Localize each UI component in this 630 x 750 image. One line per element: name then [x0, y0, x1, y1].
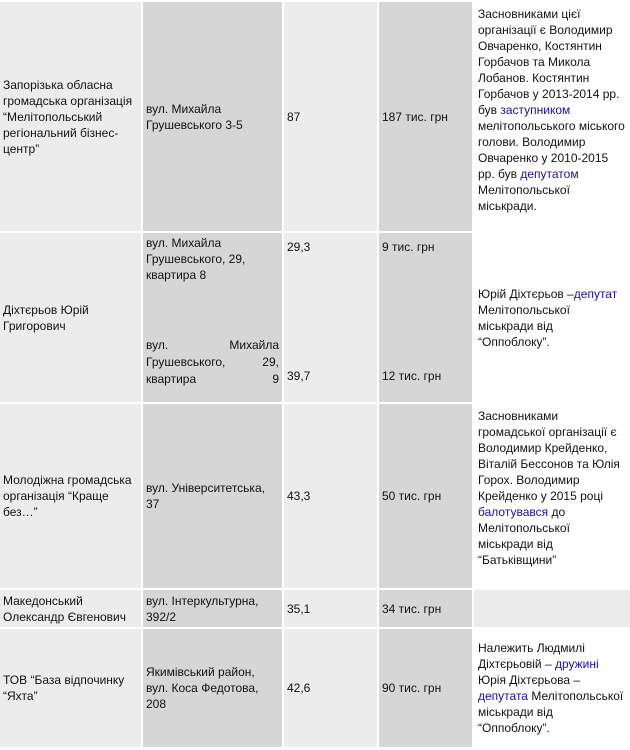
owner-name: Запорізька обласна громадська організація “Мелітопольський регіональний бізнес-центр” [3, 77, 133, 156]
note-part: до Мелітопольської міськради від “Батьківщини” [478, 505, 570, 567]
note-part: Мелітопольської міськради. [478, 183, 570, 213]
owner-name: ТОВ “База відпочинку “Яхта” [3, 673, 125, 703]
area-cell [284, 233, 377, 402]
owner-cell [0, 629, 141, 747]
address-cell [143, 2, 282, 231]
area-cell [284, 404, 377, 588]
note-part: Засновниками громадської організації є Володимир Крейденко, Віталій Бессонов та Юлія Горох. Володимир Крейденко у 2015 році [478, 409, 620, 503]
deputy-mayor-link[interactable]: заступником [500, 103, 571, 117]
rent-cell [379, 233, 472, 402]
deputy-link[interactable]: депутатом [520, 167, 579, 181]
rent-value: 34 тис. грн [382, 601, 442, 616]
owner-name: Македонський Олександр Євгенович [3, 593, 126, 624]
owner-cell [0, 404, 141, 588]
note-part: Юрія Діхтєрьова – [478, 673, 581, 687]
deputy-link[interactable]: депутата [478, 689, 528, 703]
wife-link[interactable]: дружині [554, 657, 599, 671]
address-text: вул. Інтеркультурна, 392/2 [146, 593, 259, 624]
address-text: вул. Михайла Грушевського, 29, квартира 9 [146, 338, 279, 386]
rent-value: 50 тис. грн [382, 489, 442, 503]
owner-cell [0, 2, 141, 231]
owner-name: Молодіжна громадська організація “Краще без…” [3, 473, 132, 519]
address-cell [143, 629, 282, 747]
note-text [478, 286, 627, 350]
note-part: Належить Людмилі Діхтєрьовій – [478, 641, 585, 671]
area-value: 42,6 [287, 681, 311, 695]
note-cell [474, 629, 630, 747]
deputy-link[interactable]: депутат [573, 286, 618, 301]
address-cell [143, 404, 282, 588]
note-text [478, 6, 627, 214]
owner-cell [0, 590, 141, 627]
area-value: 35,1 [287, 601, 311, 616]
note-part: Мелітопольської міськради від “Оппоблоку”. [478, 302, 570, 349]
note-part: Засновниками цієї організації є Володимир Овчаренко, Костянтин Горбачов та Микола Лобанов. Костянтин Горбачов у 2013-2014 рр. був [478, 7, 620, 117]
area-cell [284, 2, 377, 231]
area-value: 87 [287, 109, 301, 124]
area-cell [284, 590, 377, 627]
rent-cell [379, 2, 472, 231]
rent-value: 187 тис. грн [382, 109, 448, 124]
note-text [478, 408, 627, 568]
note-text [478, 640, 627, 736]
area-value: 39,7 [287, 369, 311, 383]
note-part: Мелітопольської міськради від “Оппоблоку”. [478, 689, 624, 735]
note-cell-empty [474, 590, 630, 627]
owner-cell [0, 233, 141, 402]
address-text: вул. Університетська, 37 [146, 481, 265, 511]
rent-value: 9 тис. грн [382, 240, 435, 254]
note-cell [474, 233, 630, 402]
address-text: вул. Михайла Грушевського 3-5 [146, 101, 243, 132]
rent-value: 12 тис. грн [382, 369, 442, 383]
address-cell [143, 233, 282, 402]
note-part: Юрій Діхтєрьов – [478, 286, 574, 301]
note-cell [474, 2, 630, 231]
address-text: вул. Михайла Грушевського, 29, квартира 8 [146, 236, 246, 282]
rent-cell [379, 590, 472, 627]
address-text: Якимівський район, вул. Коса Федотова, 208 [146, 665, 259, 711]
note-part: мелітопольського міського голови. Володимир Овчаренко у 2010-2015 рр. був [478, 119, 625, 181]
note-cell [474, 404, 630, 588]
owner-name: Діхтєрьов Юрій Григорович [3, 302, 89, 333]
area-value: 43,3 [287, 489, 311, 503]
rent-cell [379, 629, 472, 747]
address-cell [143, 590, 282, 627]
rent-value: 90 тис. грн [382, 681, 442, 695]
area-cell [284, 629, 377, 747]
area-value: 29,3 [287, 240, 311, 254]
ran-for-office-link[interactable]: балотувався [478, 505, 549, 519]
rent-cell [379, 404, 472, 588]
